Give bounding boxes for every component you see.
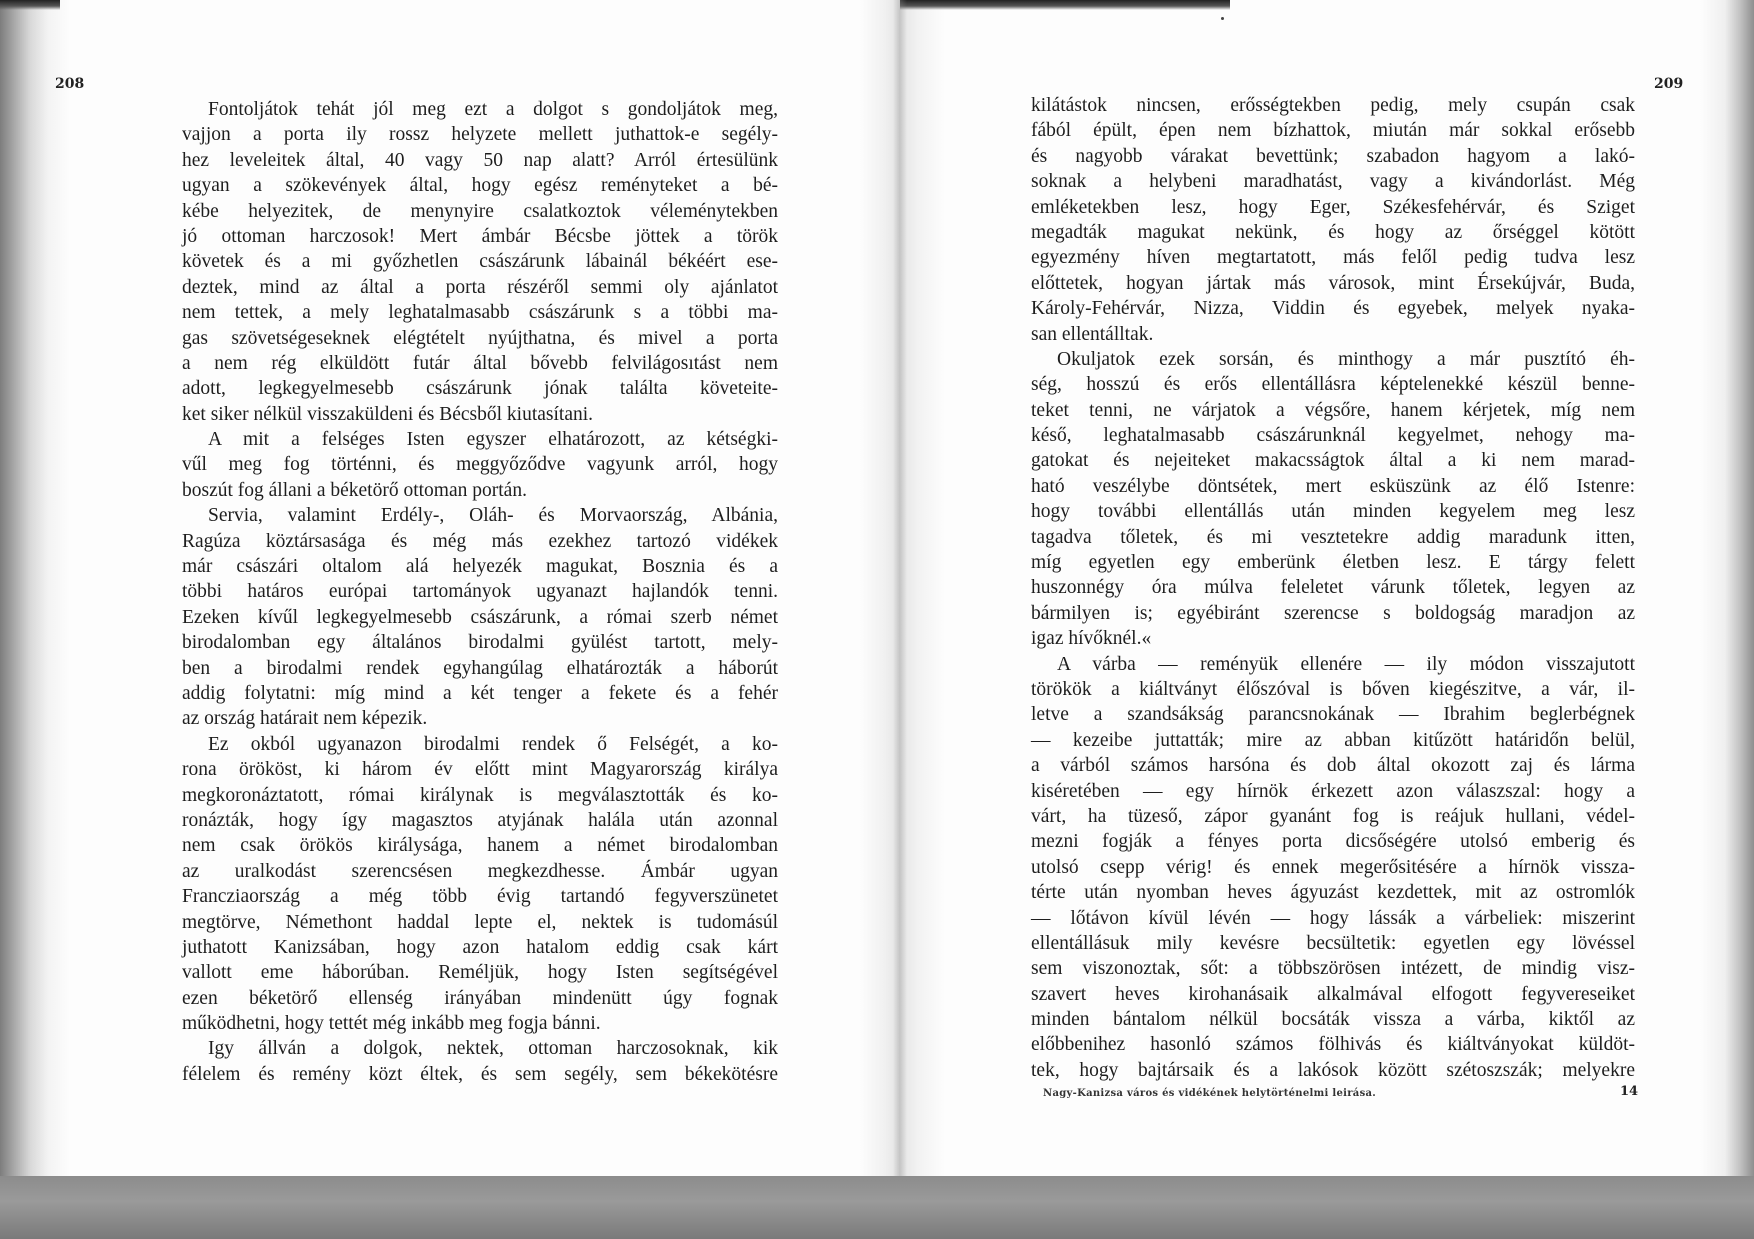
text-line: san ellentálltak. [1031, 323, 1154, 345]
text-line: Servia, valamint Erdély-, Oláh- és Morvaország, Albánia, [208, 505, 778, 527]
text-line: sem viszonoztak, sőt: a többszörösen intézett, de mindig visz- [1031, 958, 1635, 980]
text-line: Károly-Fehérvár, Nizza, Viddin és egyebek, melyek nyaka- [1031, 298, 1635, 320]
text-line: tagadva tőletek, és mi vesztetekre addig maradunk itten, [1031, 526, 1635, 548]
text-line: soknak a helybeni maradhatást, vagy a kivándorlást. Még [1031, 171, 1635, 193]
text-line: vajjon a porta ily rossz helyzete mellett juthattok-e segély- [182, 124, 778, 146]
text-line: A várba — reményük ellenére — ily módon visszajutott [1057, 653, 1635, 675]
text-line: előbbenihez hasonló számos fölhivás és kiáltványokat küldöt- [1031, 1034, 1635, 1056]
text-line: deztek, mind az által a porta részéről semmi oly ajánlatot [182, 276, 778, 298]
text-line: vallott eme háborúban. Reméljük, hogy Isten segítségével [182, 962, 778, 984]
text-line: ható veszélybe döntsétek, mert esküszünk az élő Istenre: [1031, 475, 1635, 497]
text-line: félelem és remény közt éltek, és sem segély, sem békekötésre [182, 1063, 778, 1085]
text-line: és nagyobb várakat bevettünk; szabadon hagyom a lakó- [1031, 145, 1635, 167]
text-line: nem tettek, a mely leghatalmasabb császárunk s a többi ma- [182, 302, 778, 324]
text-line: kiséretében — egy hírnök érkezett azon válaszszal: hogy a [1031, 780, 1635, 802]
text-line: adott, legkegyelmesebb császárunk jónak találta követeite- [182, 378, 778, 400]
text-line: egyezmény híven megtartatott, más felől pedig tudva lesz [1031, 247, 1635, 269]
text-line: míg egyetlen egy emberünk életben lesz. E tárgy felett [1031, 552, 1635, 574]
text-line: Francziaország a még több évig tartandó fegyverszünetet [182, 886, 778, 908]
text-line: megkoronáztatott, római királynak is megválasztották és ko- [182, 784, 778, 806]
text-line: ket siker nélkül visszaküldeni és Bécsből kiutasítani. [182, 403, 594, 425]
page-number-right: 209 [1654, 76, 1684, 92]
right-page [900, 0, 1754, 1195]
text-line: bármilyen is; egyébiránt szerencse s boldogság maradjon az [1031, 602, 1635, 624]
text-line: Ezeken kívűl legkegyelmesebb császárunk, a római szerb német [182, 606, 778, 628]
text-line: boszút fog állani a béketörő ottoman portán. [182, 479, 527, 501]
text-line: — lőtávon kívül lévén — hogy lássák a várbeliek: miszerint [1031, 907, 1635, 929]
text-line: Ragúza köztársasága és még más ezekhez tartozó vidékek [182, 530, 778, 552]
text-line: fából épült, épen nem bízhattok, miután már sokkal erősebb [1031, 120, 1635, 142]
text-line: már császári oltalom alá helyezék magukat, Bosznia és a [182, 556, 778, 578]
text-line: juthatott Kanizsában, hogy azon hatalom eddig csak kárt [182, 936, 778, 958]
footer-title: Nagy-Kanizsa város és vidékének helytörténelmi leirása. [1043, 1088, 1377, 1099]
text-line: — kezeibe juttatták; mire az abban kitűzött határidőn belül, [1031, 729, 1635, 751]
text-line: minden bántalom nélkül bocsáták vissza a várba, kiktől az [1031, 1009, 1635, 1031]
text-line: ugyan a szökevények által, hogy egész reményteket a bé- [182, 175, 778, 197]
text-line: az ország határait nem képezik. [182, 708, 428, 730]
text-line: várt, ha tüzeső, zápor gyanánt fog is reájuk hullani, védel- [1031, 805, 1635, 827]
text-line: A mit a felséges Isten egyszer elhatározott, az kétségki- [208, 429, 778, 451]
text-line: Okuljatok ezek sorsán, és minthogy a már pusztító éh- [1057, 348, 1635, 370]
text-line: igaz hívőknél.« [1031, 628, 1152, 650]
text-line: térte után nyomban heves ágyuzást kezdettek, mit az ostromlók [1031, 882, 1635, 904]
text-line: hogy további ellentállás után minden kegyelem meg lesz [1031, 501, 1635, 523]
text-line: megtörve, Némethont haddal lepte el, nektek is tudomásúl [182, 911, 778, 933]
text-line: rona örököst, ki három év előtt mint Magyarország királya [182, 759, 778, 781]
text-line: nem csak örökös királysága, hanem a német birodalomban [182, 835, 778, 857]
text-line: Ez okból ugyanazon birodalmi rendek ő Felségét, a ko- [208, 733, 778, 755]
text-line: jó ottoman harczosok! Mert ámbár Bécsbe jöttek a török [182, 225, 778, 247]
text-line: birodalomban egy általános birodalmi gyülést tartott, mely- [182, 632, 778, 654]
text-line: ronázták, hogy így magasztos atyjának halála után azonnal [182, 809, 778, 831]
page-edge-shadow [900, 0, 1230, 10]
text-line: szavert heves kirohanásaik alkalmával elfogott fegyvereseiket [1031, 983, 1635, 1005]
text-line: emléketekben lesz, hogy Eger, Székesfehérvár, és Sziget [1031, 196, 1635, 218]
page-edge-shadow [0, 0, 60, 10]
text-line: kébe helyezitek, de menynyire csalatkoztok véleménytekben [182, 200, 778, 222]
left-page [0, 0, 900, 1180]
text-line: ség, hosszú és erős ellentállásra képtelenekké készül benne- [1031, 374, 1635, 396]
text-line: vűl meg fog történni, és meggyőződve vagyunk arról, hogy [182, 454, 778, 476]
paper-speck [1221, 17, 1224, 20]
text-line: megadták magukat nekünk, és hogy az őrséggel kötött [1031, 221, 1635, 243]
text-line: huszonnégy óra múlva feleletet várunk tőletek, legyen az [1031, 577, 1635, 599]
page-number-left: 208 [55, 76, 85, 92]
text-line: addig folytatni: míg mind a két tenger a fekete és a fehér [182, 682, 778, 704]
bottom-shadow [0, 1176, 1754, 1239]
text-line: Igy állván a dolgok, nektek, ottoman harczosoknak, kik [208, 1038, 778, 1060]
text-line: késő, leghatalmasabb császárunknál kegyelmet, nehogy ma- [1031, 425, 1635, 447]
text-line: követek és a mi győzhetlen császárunk lábainál békéért ese- [182, 251, 778, 273]
text-line: törökök a kiáltványt élőszóval is bőven kiegészitve, a vár, il- [1031, 678, 1635, 700]
text-line: utolsó csepp vérig! és ennek megerősitésére a hírnök vissza- [1031, 856, 1635, 878]
signature-mark: 14 [1620, 1084, 1639, 1099]
text-line: teket tenni, ne várjatok a végsőre, hanem kérjetek, míg nem [1031, 399, 1635, 421]
book-gutter [893, 0, 907, 1190]
text-line: többi határos európai tartományok ugyanazt hajlandók tenni. [182, 581, 778, 603]
text-line: hez leveleitek által, 40 vagy 50 nap alatt? Arról értesülünk [182, 149, 778, 171]
text-line: letve a szandsákság parancsnokának — Ibrahim beglerbégnek [1031, 704, 1635, 726]
text-line: előttetek, hogyan jártak más városok, mint Érsekújvár, Buda, [1031, 272, 1635, 294]
text-line: gas szövetségeseknek elégtételt nyújthatna, és mivel a porta [182, 327, 778, 349]
text-line: kilátástok nincsen, erősségtekben pedig, mely csupán csak [1031, 95, 1635, 116]
text-line: ben a birodalmi rendek egyhangúlag elhatározták a háborút [182, 657, 778, 679]
text-line: ezen béketörő ellenség irányában mindenütt úgy fognak [182, 987, 778, 1009]
text-line: a várból számos harsóna és dob által okozott zaj és lárma [1031, 755, 1635, 777]
text-line: Fontoljátok tehát jól meg ezt a dolgot s gondoljátok meg, [208, 99, 778, 120]
text-line: mezni fogják a fényes porta dicsőségére utolsó emberig és [1031, 831, 1635, 853]
text-line: gatokat és nejeiteket makacsságtok által a ki nem marad- [1031, 450, 1635, 472]
right-page-text [1031, 93, 1635, 1083]
text-line: a nem rég elküldött futár által bővebb felvilágosıtást nem [182, 352, 778, 374]
text-line: tek, hogy bajtársaik és a lakósok között szétoszszák; melyekre [1031, 1059, 1635, 1081]
text-line: ellentállásuk mily kevésre becsültetik: egyetlen egy lövéssel [1031, 932, 1635, 954]
text-line: az uralkodást szerencsésen megkezdhesse. Ámbár ugyan [182, 860, 778, 882]
text-line: működhetni, hogy tettét még inkább meg fogja bánni. [182, 1013, 601, 1035]
left-page-text [182, 97, 778, 1087]
